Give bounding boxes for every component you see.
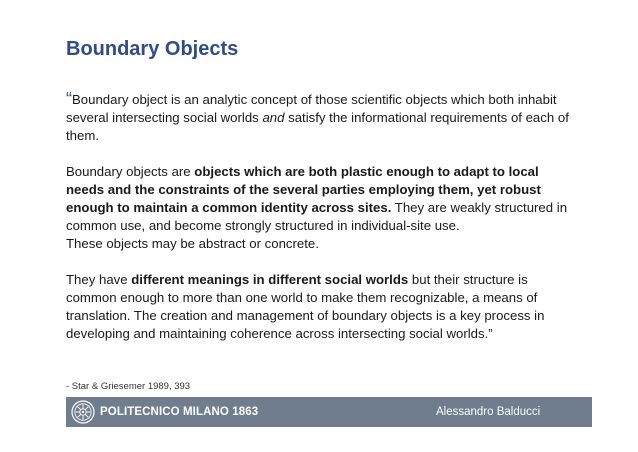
citation: - Star & Griesemer 1989, 393 (66, 381, 191, 392)
spacer (66, 253, 572, 271)
seal-icon (71, 400, 95, 424)
paragraph-definition-text: Boundary object is an analytic concept of those scientific objects which both inhabit several intersecting social worlds (66, 92, 557, 125)
paragraph-meanings-tail: but their structure is common enough to more than one world to make them recognizable, a means of translation. The creation and management of boundary objects is a key process in developing and maintaining coherence across intersecting social worlds.” (66, 272, 545, 341)
slide-title: Boundary Objects (66, 38, 239, 60)
footer-bar (66, 397, 592, 427)
paragraph-definition (66, 90, 572, 145)
paragraph-plasticity-bold: objects which are both plastic enough to adapt to local needs and the constraints of the several parties employing them, yet robust enough to maintain a common identity across sites. (66, 164, 541, 215)
paragraph-definition-italic: and (262, 110, 285, 125)
open-quote: “ (66, 89, 72, 109)
slide-body (66, 90, 572, 343)
paragraph-meanings-bold: different meanings in different social worlds (131, 272, 409, 287)
paragraph-plasticity-tail: They are weakly structured in common use, and become strongly structured in individual-site use. (66, 200, 568, 233)
spacer (66, 145, 572, 163)
paragraph-abstract: These objects may be abstract or concrete. (66, 236, 319, 251)
logo-text: POLITECNICO MILANO 1863 (100, 406, 259, 418)
paragraph-meanings (66, 271, 572, 343)
paragraph-meanings-lead: They have (66, 272, 132, 287)
paragraph-plasticity-lead: Boundary objects are (66, 164, 195, 179)
paragraph-plasticity (66, 163, 572, 235)
paragraph-definition-tail: satisfy the informational requirements of each of them. (66, 110, 569, 143)
author-name: Alessandro Balducci (436, 406, 541, 418)
